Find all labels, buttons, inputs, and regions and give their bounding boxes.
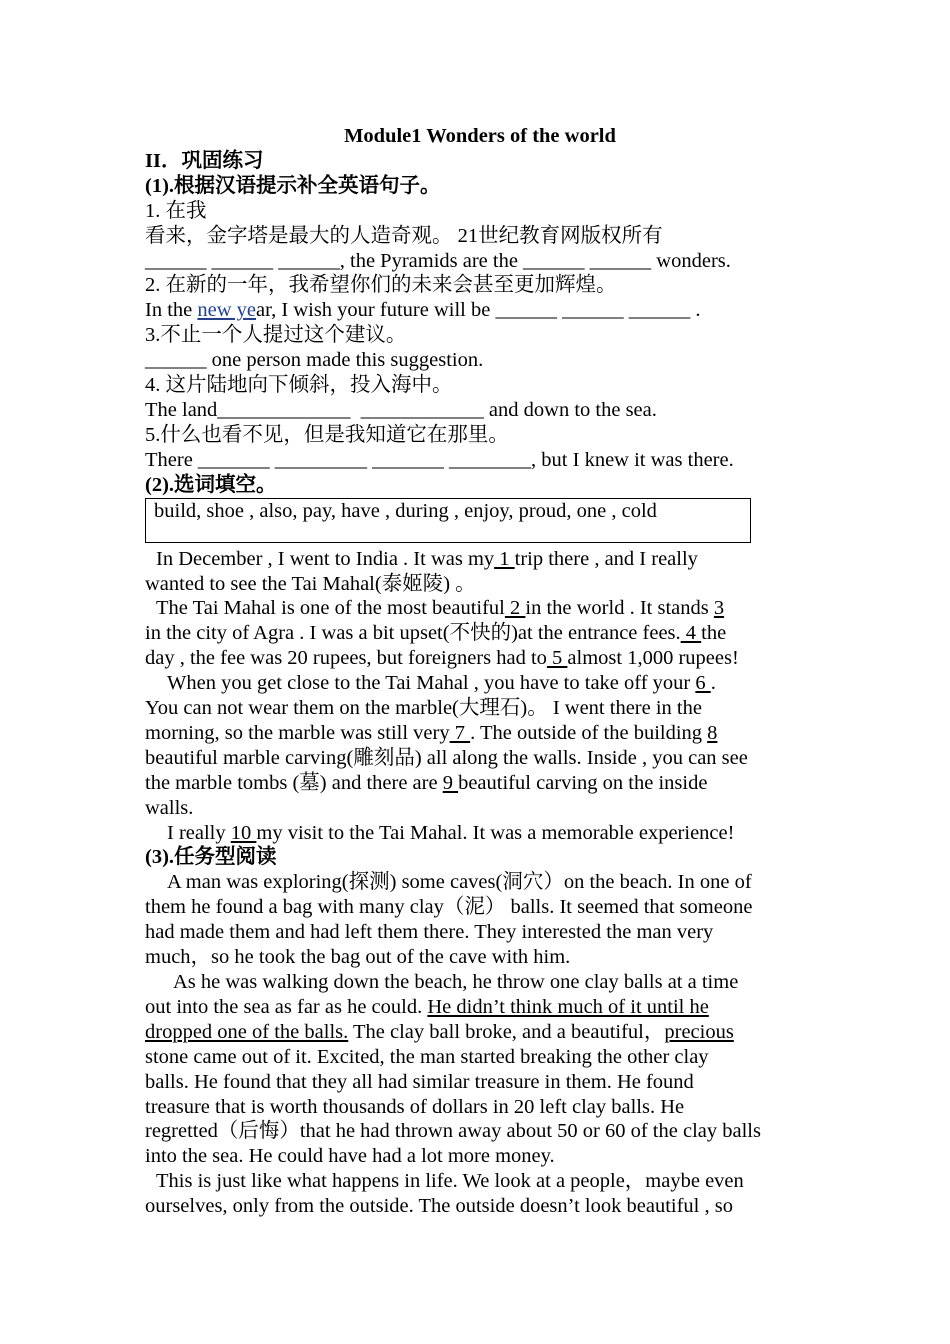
blank-5: 5 bbox=[546, 647, 568, 670]
q1-english bbox=[145, 249, 815, 274]
q3-english bbox=[145, 348, 815, 373]
cloze-text: the bbox=[701, 622, 727, 645]
cloze-line bbox=[145, 596, 815, 621]
blank-7: 7 bbox=[449, 721, 471, 744]
reading-line: A man was exploring(探测) some caves(洞穴）on the beach. In one of bbox=[167, 871, 752, 894]
reading-line: As he was walking down the beach, he throw one clay balls at a time bbox=[173, 971, 739, 993]
cloze-line: beautiful marble carving(雕刻品) all along the walls. Inside , you can see bbox=[145, 746, 748, 769]
reading-line: into the sea. He could have had a lot more money. bbox=[145, 1145, 555, 1168]
reading-line: treasure that is worth thousands of dollars in 20 left clay balls. He bbox=[145, 1095, 685, 1118]
cloze-text: When you get close to the Tai Mahal , you have to take off your bbox=[167, 672, 696, 695]
reading-line: them he found a bag with many clay（泥） balls. It seemed that someone bbox=[145, 896, 753, 919]
q3-chinese: 3.不止一个人提过这个建议。 bbox=[145, 324, 407, 347]
blank-2: 2 bbox=[504, 597, 526, 620]
blank-3: 3 bbox=[713, 597, 725, 620]
reading-line: This is just like what happens in life. We look at a people，maybe even bbox=[156, 1170, 744, 1193]
q2-chinese: 2. 在新的一年，我希望你们的未来会甚至更加辉煌。 bbox=[145, 274, 617, 297]
q4-blank-1: _____________ bbox=[217, 398, 351, 421]
q4-chinese: 4. 这片陆地向下倾斜，投入海中。 bbox=[145, 374, 453, 397]
cloze-text: . bbox=[710, 672, 716, 695]
cloze-text: day , the fee was 20 rupees, but foreigners had to bbox=[145, 647, 547, 670]
reading-line: stone came out of it. Excited, the man started breaking the other clay bbox=[145, 1045, 709, 1068]
blank-4: 4 bbox=[680, 622, 702, 645]
q5-english: There _______ _________ _______ ________, but I knew it was there. bbox=[145, 448, 734, 471]
blank-8: 8 bbox=[707, 721, 718, 744]
blank-1: 1 bbox=[494, 547, 515, 570]
cloze-line bbox=[145, 646, 815, 671]
cloze-line: You can not wear them on the marble(大理石)。 I went there in the bbox=[145, 697, 702, 720]
word-bank-box bbox=[145, 498, 751, 543]
q5-chinese: 5.什么也看不见，但是我知道它在那里。 bbox=[145, 423, 509, 446]
q2-english bbox=[145, 298, 815, 323]
q1-chinese-a: 1. 在我 bbox=[145, 199, 207, 222]
cloze-text: the marble tombs (墓) and there are bbox=[145, 771, 443, 794]
underlined-sentence-end: dropped one of the balls. bbox=[145, 1020, 349, 1043]
cloze-line bbox=[145, 671, 815, 696]
reading-line: regretted（后悔）that he had thrown away about 50 or 60 of the clay balls bbox=[145, 1120, 761, 1143]
q3-blank: ______ bbox=[145, 349, 207, 372]
q4-blank-2: ____________ bbox=[360, 398, 484, 421]
section-heading: II．巩固练习 bbox=[145, 149, 264, 172]
cloze-text: I really bbox=[167, 821, 231, 844]
q3-rest: one person made this suggestion. bbox=[206, 349, 484, 372]
cloze-text: . The outside of the building bbox=[470, 721, 708, 744]
q4-start: The land bbox=[145, 398, 218, 421]
q4-rest: and down to the sea. bbox=[483, 398, 657, 421]
blank-6: 6 bbox=[695, 672, 711, 695]
q1-chinese-b: 看来，金字塔是最大的人造奇观。 21世纪教育网版权所有 bbox=[145, 224, 663, 247]
cloze-text: in the world . It stands bbox=[525, 597, 714, 620]
reading-text: The clay ball broke, and a beautiful， bbox=[348, 1020, 665, 1043]
reading-text: out into the sea as far as he could. bbox=[145, 995, 428, 1018]
cloze-line: wanted to see the Tai Mahal(泰姬陵) 。 bbox=[145, 572, 476, 595]
part3-heading: (3).任务型阅读 bbox=[145, 846, 277, 869]
reading-line: had made them and had left them there. They interested the man very bbox=[145, 921, 714, 944]
q2-hyperlink[interactable]: new ye bbox=[197, 299, 257, 322]
reading-line: much，so he took the bag out of the cave with him. bbox=[145, 946, 571, 969]
cloze-line bbox=[145, 547, 815, 572]
underlined-sentence: He didn’t think much of it until he bbox=[427, 995, 709, 1018]
cloze-text: trip there , and I really bbox=[514, 547, 698, 570]
cloze-line bbox=[145, 621, 815, 646]
page-title: Module1 Wonders of the world bbox=[344, 125, 616, 147]
cloze-line bbox=[145, 821, 815, 846]
reading-line: ourselves, only from the outside. The outside doesn’t look beautiful , so bbox=[145, 1195, 733, 1218]
cloze-text: in the city of Agra . I was a bit upset(不快的)at the entrance fees. bbox=[145, 622, 681, 645]
part2-heading: (2).选词填空。 bbox=[145, 473, 277, 496]
cloze-text: beautiful carving on the inside bbox=[458, 771, 708, 794]
blank-9: 9 bbox=[442, 771, 459, 794]
cloze-line bbox=[145, 721, 815, 746]
cloze-line bbox=[145, 771, 815, 796]
cloze-text: morning, so the marble was still very bbox=[145, 721, 450, 744]
worksheet-content bbox=[145, 124, 815, 1219]
q1-blanks: ______ ______ ______ bbox=[145, 249, 340, 272]
q1-rest: , the Pyramids are the ______ ______ wonders. bbox=[339, 249, 731, 272]
cloze-text: almost 1,000 rupees! bbox=[567, 647, 739, 670]
reading-line: balls. He found that they all had similar treasure in them. He found bbox=[145, 1070, 694, 1093]
reading-line bbox=[145, 995, 815, 1020]
reading-line bbox=[145, 1020, 815, 1045]
underlined-word: precious bbox=[664, 1020, 734, 1043]
cloze-text: In December , I went to India . It was my bbox=[156, 547, 495, 570]
q2-rest: ar, I wish your future will be ______ ______ ______ . bbox=[256, 299, 701, 322]
q2-start: In the bbox=[145, 299, 198, 322]
blank-10: 10 bbox=[230, 821, 257, 844]
word-bank: build, shoe , also, pay, have , during , enjoy, proud, one , cold bbox=[154, 499, 657, 522]
cloze-line: walls. bbox=[145, 796, 194, 819]
part1-heading: (1).根据汉语提示补全英语句子。 bbox=[145, 174, 441, 197]
cloze-text: The Tai Mahal is one of the most beautiful bbox=[156, 597, 505, 620]
cloze-text: my visit to the Tai Mahal. It was a memorable experience! bbox=[256, 821, 735, 844]
q4-english bbox=[145, 398, 815, 423]
